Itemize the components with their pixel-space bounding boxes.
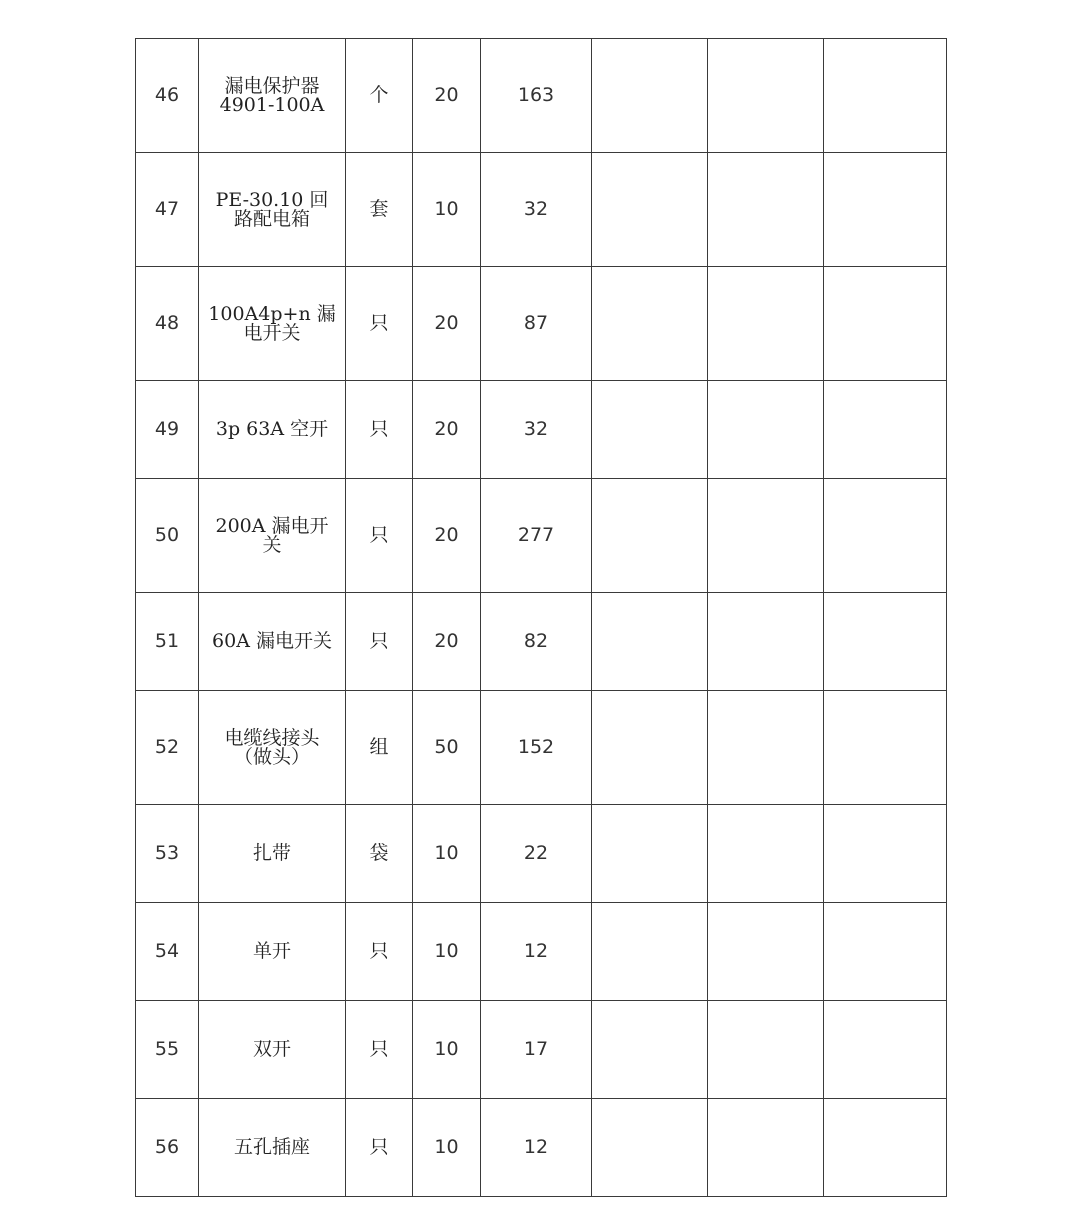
empty-cell [824,1001,947,1099]
materials-table [135,38,947,1197]
empty-cell [824,479,947,593]
item-name [199,1001,346,1099]
empty-cell [824,805,947,903]
item-quantity: 20 [413,267,481,381]
item-price: 82 [481,593,592,691]
document-page [135,38,946,1197]
item-quantity: 10 [413,1099,481,1197]
item-name-line: 单开 [252,940,291,962]
item-name-line: 3p 63A 空开 [215,418,329,440]
item-name-line: 200A 漏电开 [215,514,329,537]
item-name [199,805,346,903]
item-number: 56 [136,1099,199,1197]
table-row [136,381,947,479]
item-quantity: 50 [413,691,481,805]
empty-cell [592,903,708,1001]
item-unit: 套 [346,153,413,267]
item-name-line: 漏电保护器 [224,74,320,97]
item-price: 32 [481,153,592,267]
item-number: 55 [136,1001,199,1099]
item-number: 54 [136,903,199,1001]
item-name-line: 五孔插座 [233,1136,310,1158]
item-name [199,267,346,381]
item-unit: 袋 [346,805,413,903]
empty-cell [708,381,824,479]
item-name-line: 100A4p+n 漏 [208,302,336,325]
item-name [199,381,346,479]
empty-cell [708,1001,824,1099]
table-row [136,593,947,691]
item-quantity: 20 [413,593,481,691]
item-unit: 只 [346,1099,413,1197]
table-row [136,691,947,805]
item-name-line: （做头） [233,745,310,768]
item-unit: 只 [346,479,413,593]
item-price: 163 [481,39,592,153]
item-name [199,1099,346,1197]
empty-cell [824,39,947,153]
empty-cell [592,691,708,805]
item-name [199,593,346,691]
empty-cell [708,903,824,1001]
table-row [136,39,947,153]
empty-cell [592,1001,708,1099]
empty-cell [824,381,947,479]
item-unit: 只 [346,381,413,479]
empty-cell [824,153,947,267]
item-unit: 只 [346,903,413,1001]
item-name-line: 扎带 [252,842,291,864]
empty-cell [824,691,947,805]
item-price: 277 [481,479,592,593]
item-name [199,39,346,153]
item-quantity: 10 [413,1001,481,1099]
item-quantity: 20 [413,381,481,479]
item-number: 48 [136,267,199,381]
empty-cell [708,805,824,903]
item-name-line: 电缆线接头 [224,726,320,749]
table-row [136,903,947,1001]
item-name-line: PE-30.10 回 [215,188,329,211]
item-unit: 组 [346,691,413,805]
empty-cell [708,691,824,805]
item-price: 87 [481,267,592,381]
empty-cell [592,267,708,381]
item-quantity: 10 [413,153,481,267]
table-row [136,805,947,903]
item-quantity: 20 [413,39,481,153]
empty-cell [708,267,824,381]
empty-cell [708,39,824,153]
item-price: 32 [481,381,592,479]
empty-cell [708,1099,824,1197]
item-name [199,903,346,1001]
item-number: 53 [136,805,199,903]
item-number: 50 [136,479,199,593]
item-price: 12 [481,903,592,1001]
item-name [199,153,346,267]
empty-cell [824,903,947,1001]
item-number: 46 [136,39,199,153]
table-row [136,267,947,381]
empty-cell [824,593,947,691]
empty-cell [592,593,708,691]
item-price: 17 [481,1001,592,1099]
empty-cell [708,593,824,691]
table-body [136,39,947,1197]
item-unit: 只 [346,267,413,381]
item-quantity: 10 [413,903,481,1001]
empty-cell [708,153,824,267]
item-name [199,691,346,805]
item-name-line: 4901-100A [219,93,325,116]
empty-cell [592,153,708,267]
item-quantity: 20 [413,479,481,593]
table-row [136,479,947,593]
empty-cell [708,479,824,593]
item-number: 52 [136,691,199,805]
item-unit: 只 [346,1001,413,1099]
item-price: 12 [481,1099,592,1197]
empty-cell [592,1099,708,1197]
table-row [136,1099,947,1197]
empty-cell [824,267,947,381]
item-name-line: 路配电箱 [233,207,310,230]
item-number: 47 [136,153,199,267]
empty-cell [592,805,708,903]
empty-cell [824,1099,947,1197]
empty-cell [592,39,708,153]
item-price: 152 [481,691,592,805]
item-name-line: 双开 [252,1038,291,1060]
item-unit: 个 [346,39,413,153]
item-name-line: 60A 漏电开关 [212,630,332,652]
item-number: 51 [136,593,199,691]
item-number: 49 [136,381,199,479]
item-unit: 只 [346,593,413,691]
empty-cell [592,381,708,479]
item-name-line: 关 [262,533,282,556]
item-name-line: 电开关 [243,321,301,344]
item-name [199,479,346,593]
item-price: 22 [481,805,592,903]
item-quantity: 10 [413,805,481,903]
empty-cell [592,479,708,593]
table-row [136,153,947,267]
table-row [136,1001,947,1099]
